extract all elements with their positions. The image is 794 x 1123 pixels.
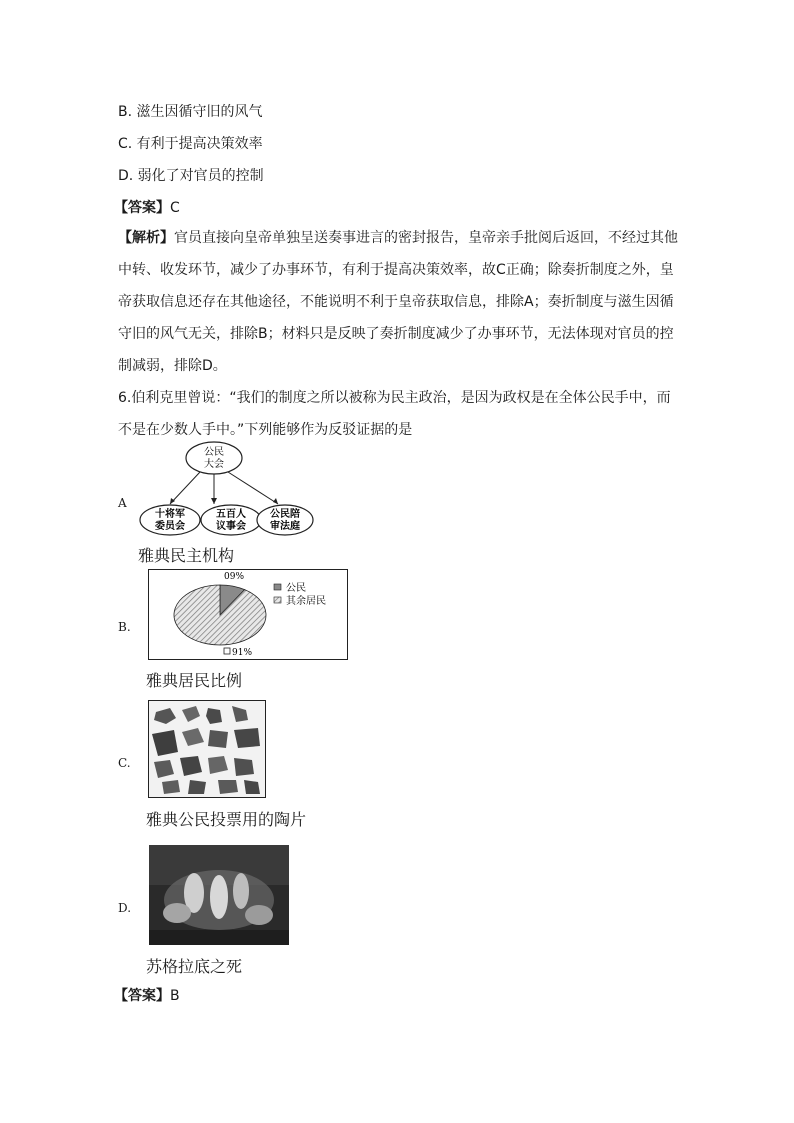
option-d-caption: 苏格拉底之死: [146, 957, 243, 976]
option-c-label: C.: [118, 756, 131, 770]
diagram-child3-line1: 公民陪: [270, 509, 300, 520]
pie-label-citizens: 09%: [224, 572, 245, 582]
question-6-stem: 6.伯利克里曾说：“我们的制度之所以被称为民主政治，是因为政权是在全体公民手中，而不是在少数人手中。”下列能够作为反驳证据的是: [118, 390, 671, 438]
option-b-label: B.: [118, 620, 131, 634]
answer-tag: 【答案】: [114, 200, 170, 216]
diagram-child1-line1: 十将军: [155, 509, 185, 520]
option-d-label: D.: [118, 901, 132, 915]
answer-value: C: [170, 200, 180, 216]
answer-1: [114, 198, 180, 218]
pie-label-box: [224, 648, 230, 654]
pottery-shards-photo: [148, 700, 266, 798]
pie-slice-others: [174, 585, 266, 645]
diagram-child2-line2: 议事会: [216, 521, 246, 532]
answer-tag-2: 【答案】: [114, 988, 170, 1004]
option-b-caption: 雅典居民比例: [146, 671, 243, 690]
legend-swatch-citizens: [274, 584, 281, 590]
option-a-label: A: [118, 496, 127, 510]
option-c-caption: 雅典公民投票用的陶片: [146, 810, 307, 829]
diagram-child2-line1: 五百人: [216, 509, 246, 520]
death-of-socrates-painting: [149, 845, 289, 945]
analysis-text: 官员直接向皇帝单独呈送奏事进言的密封报告，皇帝亲手批阅后返回，不经过其他中转、收发环节，减少了办事环节，有利于提高决策效率，故C正确；除奏折制度之外，皇帝获取信息还存在其他途径，不能说明不利于皇帝获取信息，排除A；奏折制度与滋生因循守旧的风气无关，排除B；材料只是反映了奏折制度减少了办事环节，无法体现对官员的控制减弱，排除D。: [118, 230, 678, 374]
diagram-top-line2: 大会: [204, 459, 224, 470]
diagram-child1-line2: 委员会: [155, 521, 185, 532]
legend-others: 其余居民: [286, 596, 326, 607]
analysis-paragraph: [118, 222, 678, 382]
option-b-prev: B. 滋生因循守旧的风气: [118, 104, 263, 120]
answer-2: [114, 986, 180, 1006]
pie-label-others: 91%: [232, 648, 253, 658]
athens-institutions-diagram: [138, 440, 318, 538]
legend-swatch-others: [274, 597, 281, 603]
legend-citizens: 公民: [286, 583, 306, 594]
diagram-top-line1: 公民: [204, 447, 224, 458]
analysis-tag: 【解析】: [118, 230, 174, 246]
option-d-prev: D. 弱化了对官员的控制: [118, 168, 264, 184]
option-c-prev: C. 有利于提高决策效率: [118, 136, 263, 152]
option-a-caption: 雅典民主机构: [138, 546, 235, 565]
residents-pie-chart: [148, 569, 348, 660]
diagram-child3-line2: 审法庭: [270, 521, 300, 532]
answer-value-2: B: [170, 988, 180, 1004]
